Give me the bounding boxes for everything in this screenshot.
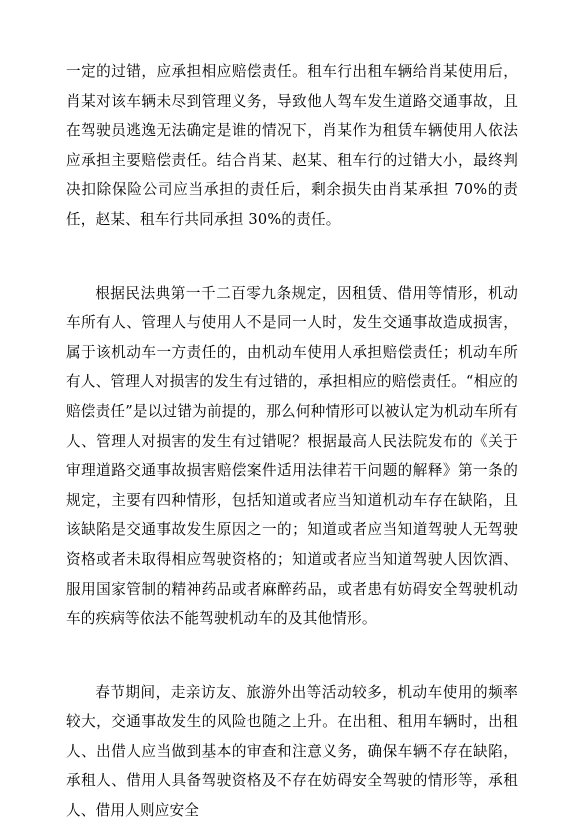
paragraph-1: 一定的过错，应承担相应赔偿责任。租车行出租车辆给肖某使用后，肖某对该车辆未尽到管理义务，导致他人驾车发生道路交通事故，且在驾驶员逃逸无法确定是谁的情况下，肖某作为租赁车辆使用人依法应承担主要赔偿责任。结合肖某、赵某、租车行的过错大小，最终判决扣除保险公司应当承担的责任后，剩余损失由肖某承担 70%的责任，赵某、租车行共同承担 30%的责任。 bbox=[66, 63, 518, 228]
paragraph-3: 春节期间，走亲访友、旅游外出等活动较多，机动车使用的频率较大，交通事故发生的风险也随之上升。在出租、租用车辆时，出租人、出借人应当做到基本的审查和注意义务，确保车辆不存在缺陷，承租人、借用人具备驾驶资格及不存在妨碍安全驾驶的情形等，承租人、借用人则应安全 bbox=[66, 683, 518, 820]
paragraph-gap bbox=[66, 235, 518, 279]
paragraph-2: 根据民法典第一千二百零九条规定，因租赁、借用等情形，机动车所有人、管理人与使用人不是同一人时，发生交通事故造成损害，属于该机动车一方责任的，由机动车使用人承担赔偿责任；机动车所有人、管理人对损害的发生有过错的，承担相应的赔偿责任。“相应的赔偿责任”是以过错为前提的，那么何种情形可以被认定为机动车所有人、管理人对损害的发生有过错呢？根据最高人民法院发布的《关于审理道路交通事故损害赔偿案件适用法律若干问题的解释》第一条的规定，主要有四种情形，包括知道或者应当知道机动车存在缺陷，且该缺陷是交通事故发生原因之一的；知道或者应当知道驾驶人无驾驶资格或者未取得相应驾驶资格的；知道或者应当知道驾驶人因饮酒、服用国家管制的精神药品或者麻醉药品，或者患有妨碍安全驾驶机动车的疾病等依法不能驾驶机动车的及其他情形。 bbox=[66, 284, 518, 628]
paragraph-gap bbox=[66, 634, 518, 678]
document-page bbox=[66, 57, 518, 826]
